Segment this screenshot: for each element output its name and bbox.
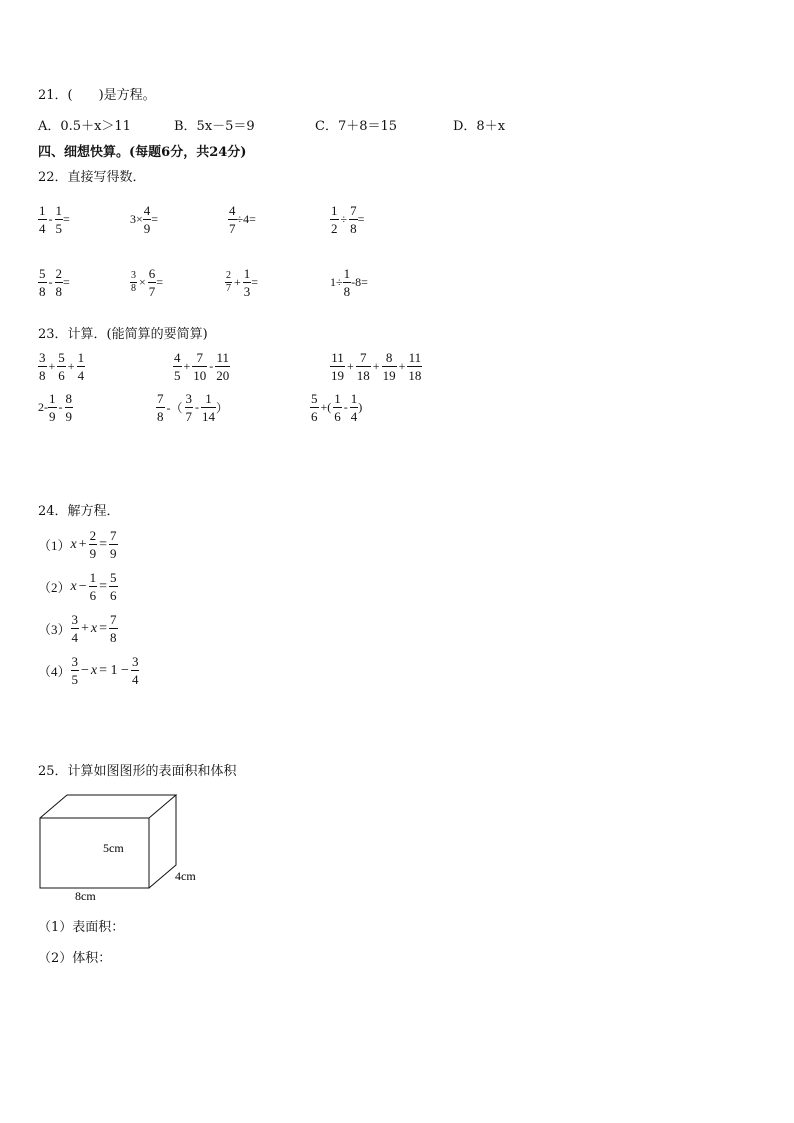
q22-item-1: $\frac{1}{4}$ - $\frac{1}{5}$ =	[39, 203, 70, 236]
q24-equation-4: （4） $\frac{3}{5}$ − x = 1 − $\frac{3}{4}$	[38, 654, 139, 687]
q21-option-b: B．5x－5＝9	[174, 119, 255, 134]
dimension-length-label: 8cm	[75, 889, 96, 903]
q23-expr-6: $\frac{5}{6}$ +( $\frac{1}{6}$ - $\frac{1}{4}$ )	[311, 391, 363, 424]
q22-item-3: $\frac{4}{7}$ ÷4=	[229, 203, 256, 236]
section-4-title: 四、细想快算。(每题6分，共24分)	[38, 145, 247, 160]
dimension-depth-label: 4cm	[175, 869, 196, 883]
q21-stem: 21．( )是方程。	[38, 88, 156, 103]
q22-item-4: $\frac{1}{2}$ ÷ $\frac{7}{8}$ =	[331, 203, 365, 236]
dimension-height-label: 5cm	[103, 841, 124, 855]
q22-item-6: $\frac{3}{8}$ × $\frac{6}{7}$ =	[131, 266, 164, 299]
q21-option-c: C．7＋8＝15	[315, 119, 398, 134]
q23-expr-3: $\frac{11}{19}$ + $\frac{7}{18}$ + $\frac{8}{19}$ + $\frac{11}{18}$	[331, 350, 422, 383]
q23-expr-2: $\frac{4}{5}$ + $\frac{7}{10}$ - $\frac{11}{20}$	[174, 350, 230, 383]
q24-stem: 24．解方程．	[38, 504, 120, 519]
cuboid-side-face	[149, 795, 176, 888]
q23-expr-5: $\frac{7}{8}$ -（ $\frac{3}{7}$ - $\frac{1}{14}$ ）	[157, 391, 229, 424]
cuboid-front-face	[40, 818, 149, 888]
q23-expr-1: $\frac{3}{8}$ + $\frac{5}{6}$ + $\frac{1}{4}$	[39, 350, 85, 383]
q22-item-5: $\frac{5}{8}$ - $\frac{2}{8}$ =	[39, 266, 70, 299]
q25-stem: 25．计算如图图形的表面积和体积	[38, 764, 237, 779]
q22-stem: 22．直接写得数．	[38, 170, 146, 185]
q24-equation-2: （2） x − $\frac{1}{6}$ = $\frac{5}{6}$	[38, 570, 117, 603]
q23-stem: 23．计算．(能简算的要简算)	[38, 327, 208, 342]
q23-expr-4: 2- $\frac{1}{9}$ - $\frac{8}{9}$	[38, 391, 72, 424]
cuboid-top-face	[40, 795, 176, 818]
q21-option-d: D．8＋x	[453, 119, 506, 134]
q22-item-2: 3× $\frac{4}{9}$ =	[130, 203, 159, 236]
q25-answer-volume: （2）体积：	[38, 951, 112, 966]
q21-option-a: A．0.5＋x＞11	[38, 119, 131, 134]
q25-answer-surface-area: （1）表面积：	[38, 920, 125, 935]
q24-equation-3: （3） $\frac{3}{4}$ + x = $\frac{7}{8}$	[38, 612, 117, 645]
q22-item-7: $\frac{2}{7}$ + $\frac{1}{3}$ =	[226, 266, 259, 299]
cuboid-figure	[30, 790, 210, 905]
q24-equation-1: （1） x + $\frac{2}{9}$ = $\frac{7}{9}$	[38, 528, 117, 561]
q22-item-8: 1÷ $\frac{1}{8}$ -8=	[330, 266, 368, 299]
